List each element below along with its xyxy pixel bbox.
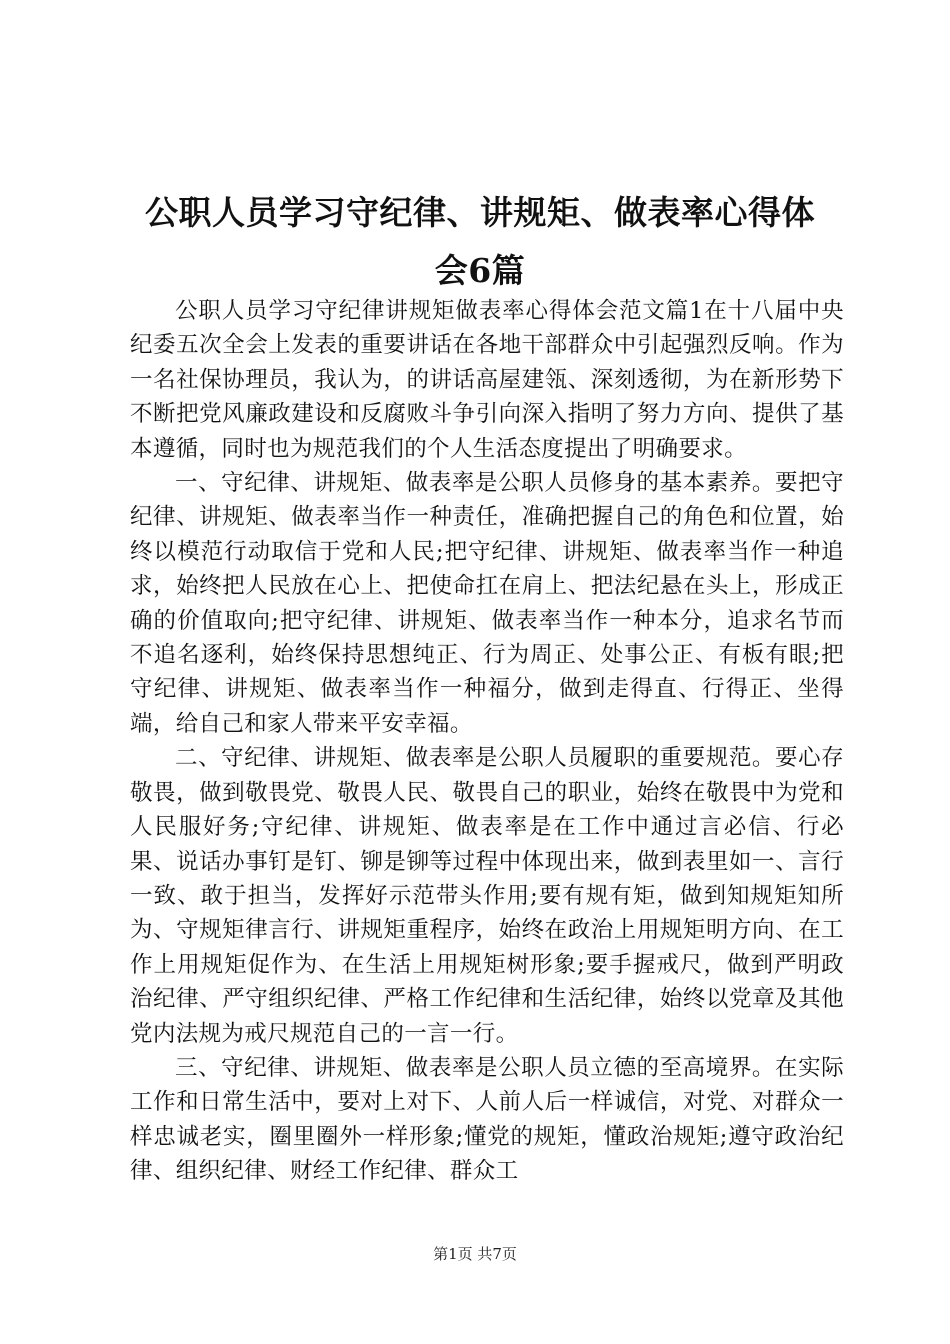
title-line-1: 公职人员学习守纪律、讲规矩、做表率心得体 <box>145 193 815 232</box>
paragraph-section-2: 二、守纪律、讲规矩、做表率是公职人员履职的重要规范。要心存敬畏，做到敬畏党、敬畏人民、敬畏自己的职业，始终在敬畏中为党和人民服好务;守纪律、讲规矩、做表率是在工作中通过言必信、行必果、说话办事钉是钉、铆是铆等过程中体现出来，做到表里如一、言行一致、敢于担当，发挥好示范带头作用;要有规有矩，做到知规矩知所为、守规矩律言行、讲规矩重程序，始终在政治上用规矩明方向、在工作上用规矩促作为、在生活上用规矩树形象;要手握戒尺，做到严明政治纪律、严守组织纪律、严格工作纪律和生活纪律，始终以党章及其他党内法规为戒尺规范自己的一言一行。 <box>130 745 844 1047</box>
title-line-2: 会6篇 <box>434 251 526 290</box>
document-body <box>130 294 844 1189</box>
paragraph-section-3: 三、守纪律、讲规矩、做表率是公职人员立德的至高境界。在实际工作和日常生活中，要对上对下、人前人后一样诚信，对党、对群众一样忠诚老实，圈里圈外一样形象;懂党的规矩，懂政治规矩;遵守政治纪律、组织纪律、财经工作纪律、群众工 <box>130 1054 844 1185</box>
paragraph-section-1: 一、守纪律、讲规矩、做表率是公职人员修身的基本素养。要把守纪律、讲规矩、做表率当作一种责任，准确把握自己的角色和位置，始终以模范行动取信于党和人民;把守纪律、讲规矩、做表率当作一种追求，始终把人民放在心上、把使命扛在肩上、把法纪悬在头上，形成正确的价值取向;把守纪律、讲规矩、做表率当作一种本分，追求名节而不追名逐利，始终保持思想纯正、行为周正、处事公正、有板有眼;把守纪律、讲规矩、做表率当作一种福分，做到走得直、行得正、坐得端，给自己和家人带来平安幸福。 <box>130 470 844 737</box>
document-title <box>120 184 840 300</box>
paragraph-intro: 公职人员学习守纪律讲规矩做表率心得体会范文篇1在十八届中央纪委五次全会上发表的重要讲话在各地干部群众中引起强烈反响。作为一名社保协理员，我认为，的讲话高屋建瓴、深刻透彻，为在新形势下不断把党风廉政建设和反腐败斗争引向深入指明了努力方向、提供了基本遵循，同时也为规范我们的个人生活态度提出了明确要求。 <box>130 298 844 462</box>
page-footer: 第1页 共7页 <box>433 1245 517 1263</box>
